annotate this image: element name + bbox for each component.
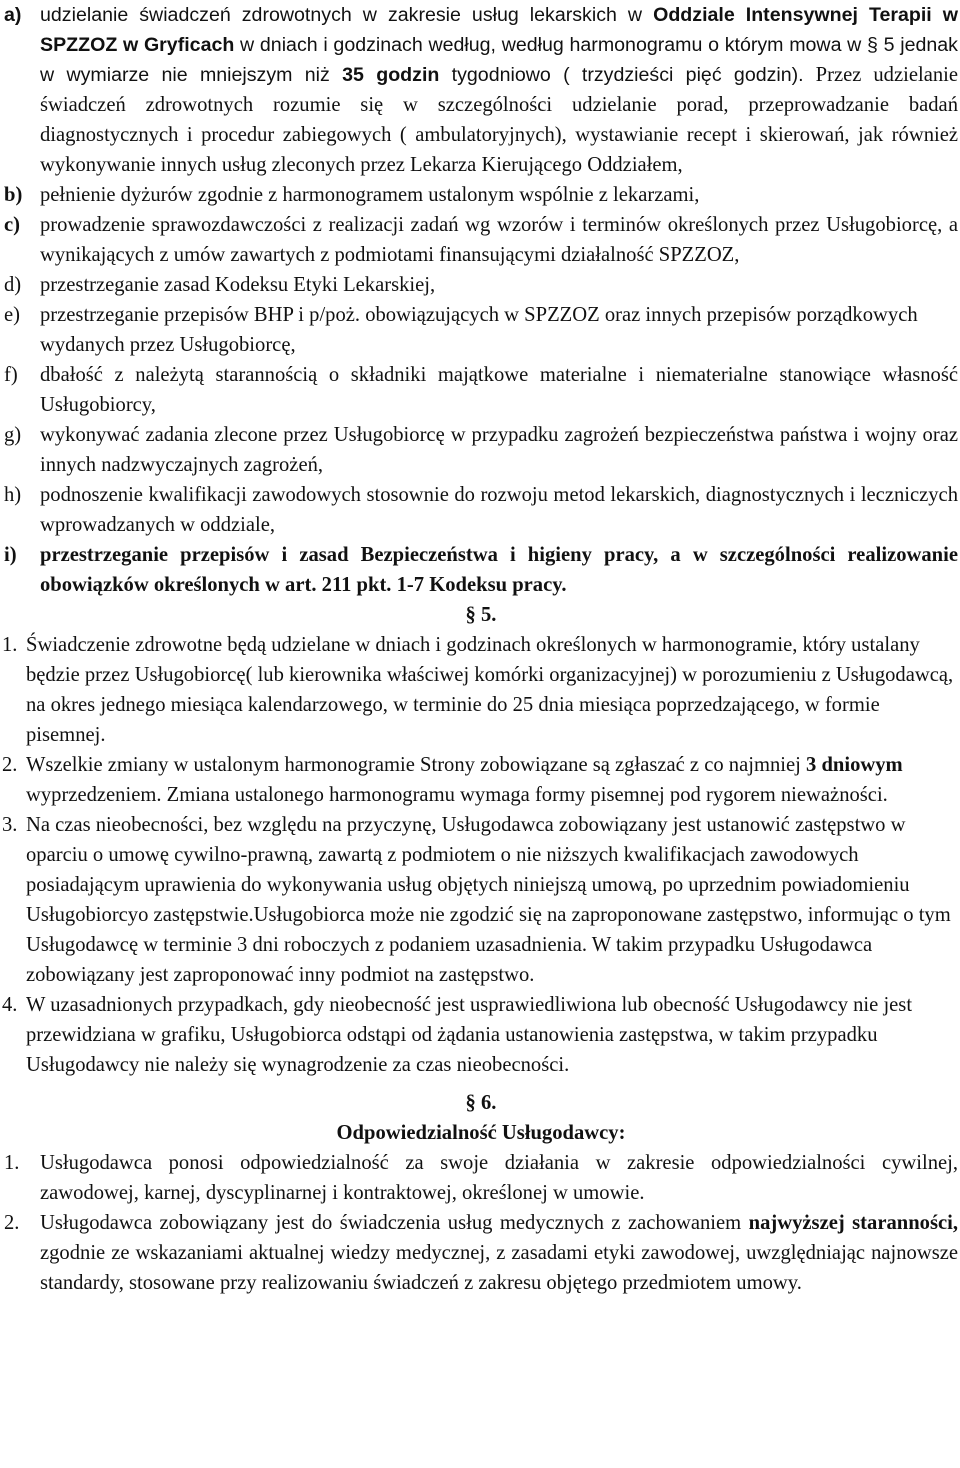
- list-text: wykonywać zadania zlecone przez Usługobiorcę w przypadku zagrożeń bezpieczeństwa państwa i wojny oraz innych nadzwyczajnych zagrożeń,: [40, 424, 958, 476]
- list-label: f): [4, 364, 18, 386]
- list-label: b): [4, 184, 23, 206]
- section-5-paragraph-2: [4, 750, 958, 810]
- list-item-a: [4, 0, 958, 180]
- paragraph-text: Wszelkie zmiany w ustalonym harmonogramie Strony zobowiązane są zgłaszać z co najmniej 3 dniowym wyprzedzeniem. Zmiana ustalonego harmonogramu wymaga formy pisemnej pod rygorem nieważności.: [26, 754, 903, 806]
- paragraph-text: Świadczenie zdrowotne będą udzielane w dniach i godzinach określonych w harmonogramie, który ustalany będzie przez Usługobiorcę( lub kierownika właściwej komórki organizacyjnej) w porozumieniu z Usługodawcą, na okres jednego miesiąca kalendarzowego, w terminie do 25 dnia miesiąca poprzedzającego, w formie pisemnej.: [26, 634, 954, 746]
- list-item-c: [4, 210, 958, 270]
- list-label: c): [4, 214, 20, 236]
- list-item-e: [4, 300, 958, 360]
- paragraph-number: 2.: [4, 1212, 20, 1234]
- section-5-paragraph-4: [4, 990, 958, 1080]
- section-5-paragraph-3: [4, 810, 958, 990]
- list-label: g): [4, 424, 22, 446]
- paragraph-number: 1.: [2, 634, 18, 656]
- list-text: podnoszenie kwalifikacji zawodowych stosownie do rozwoju metod lekarskich, diagnostycznych i leczniczych wprowadzanych w oddziale,: [40, 484, 958, 536]
- section-5-paragraph-1: [4, 630, 958, 750]
- list-label: a): [4, 4, 22, 26]
- list-label: e): [4, 304, 20, 326]
- list-label: i): [4, 544, 17, 566]
- paragraph-text: Usługodawca ponosi odpowiedzialność za swoje działania w zakresie odpowiedzialności cywilnej, zawodowej, karnej, dyscyplinarnej i kontraktowej, określonej w umowie.: [40, 1152, 958, 1204]
- paragraph-number: 2.: [2, 754, 18, 776]
- list-item-b: [4, 180, 958, 210]
- list-text: przestrzeganie przepisów BHP i p/poż. obowiązujących w SPZZOZ oraz innych przepisów porządkowych wydanych przez Usługobiorcę,: [40, 304, 918, 356]
- paragraph-number: 3.: [2, 814, 18, 836]
- list-text: prowadzenie sprawozdawczości z realizacji zadań wg wzorów i terminów określonych przez Usługobiorcę, a wynikających z umów zawartych z podmiotami finansującymi działalność SPZZOZ,: [40, 214, 958, 266]
- section-6-subheading: Odpowiedzialność Usługodawcy:: [336, 1122, 626, 1144]
- paragraph-number: 1.: [4, 1152, 20, 1174]
- section-6-paragraph-1: [4, 1148, 958, 1208]
- paragraph-text: Usługodawca zobowiązany jest do świadczenia usług medycznych z zachowaniem najwyższej staranności, zgodnie ze wskazaniami aktualnej wiedzy medycznej, z zasadami etyki zawodowej, uwzględniając najnowsze standardy, stosowane przy realizowaniu świadczeń z zakresu objętego przedmiotem umowy.: [40, 1212, 958, 1294]
- paragraph-text: W uzasadnionych przypadkach, gdy nieobecność jest usprawiedliwiona lub obecność Usługodawcy nie jest przewidziana w grafiku, Usługobiorca odstąpi od żądania ustanowienia zastępstwa, w takim przypadku Usługodawcy nie należy się wynagrodzenie za czas nieobecności.: [26, 994, 913, 1076]
- list-item-f: [4, 360, 958, 420]
- list-label: h): [4, 484, 22, 506]
- paragraph-text: Na czas nieobecności, bez względu na przyczynę, Usługodawca zobowiązany jest ustanowić zastępstwo w oparciu o umowę cywilno-prawną, zawartą z podmiotem o nie niższych kwalifikacjach zawodowych posiadającym uprawienia do wykonywania usług objętych niniejszą umową, po uprzednim powiadomieniu Usługobiorcyo zastępstwie.Usługobiorca może nie zgodzić się na zaproponowane zastępstwo, informując o tym Usługodawcę w terminie 3 dni roboczych z podaniem uzasadnienia. W takim przypadku Usługodawca zobowiązany jest zaproponować inny podmiot na zastępstwo.: [26, 814, 951, 986]
- list-text: przestrzeganie zasad Kodeksu Etyki Lekarskiej,: [40, 274, 436, 296]
- list-text: udzielanie świadczeń zdrowotnych w zakresie usług lekarskich w Oddziale Intensywnej Terapii w SPZZOZ w Gryficach w dniach i godzinach według, według harmonogramu o którym mowa w § 5 jednak w wymiarze nie mniejszym niż 35 godzin tygodniowo ( trzydzieści pięć godzin). Przez udzielanie świadczeń zdrowotnych rozumie się w szczególności udzielanie porad, przeprowadzanie badań diagnostycznych i procedur zabiegowych ( ambulatoryjnych), wystawianie recept i skierowań, jak również wykonywanie innych usług zleconych przez Lekarza Kierującego Oddziałem,: [40, 4, 959, 176]
- section-5-heading: § 5.: [465, 604, 497, 626]
- list-label: d): [4, 274, 22, 296]
- list-item-h: [4, 480, 958, 540]
- paragraph-number: 4.: [2, 994, 18, 1016]
- list-text: pełnienie dyżurów zgodnie z harmonogramem ustalonym wspólnie z lekarzami,: [40, 184, 700, 206]
- list-item-i: [4, 540, 958, 600]
- section-6-heading: § 6.: [465, 1092, 497, 1114]
- section-6-paragraph-2: [4, 1208, 958, 1298]
- list-item-d: [4, 270, 958, 300]
- list-text: przestrzeganie przepisów i zasad Bezpieczeństwa i higieny pracy, a w szczególności realizowanie obowiązków określonych w art. 211 pkt. 1-7 Kodeksu pracy.: [40, 544, 958, 596]
- list-text: dbałość z należytą starannością o składniki majątkowe materialne i niematerialne stanowiące własność Usługobiorcy,: [40, 364, 958, 416]
- list-item-g: [4, 420, 958, 480]
